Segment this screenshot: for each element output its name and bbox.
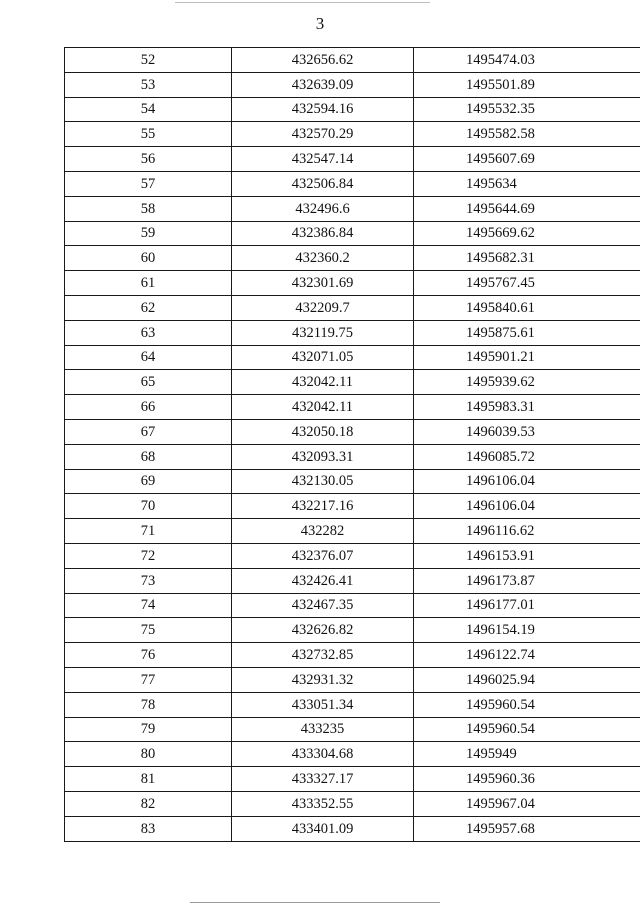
y-coordinate-cell: 1495474.03 <box>414 48 640 73</box>
y-coordinate-cell: 1496116.62 <box>414 519 640 544</box>
x-coordinate-cell: 432119.75 <box>232 320 414 345</box>
point-number-cell: 75 <box>65 618 232 643</box>
x-coordinate-cell: 433327.17 <box>232 767 414 792</box>
x-coordinate-cell: 432071.05 <box>232 345 414 370</box>
point-number-cell: 71 <box>65 519 232 544</box>
y-coordinate-cell: 1496122.74 <box>414 643 640 668</box>
point-number-cell: 83 <box>65 816 232 841</box>
point-number-cell: 70 <box>65 494 232 519</box>
point-number-cell: 72 <box>65 543 232 568</box>
y-coordinate-cell: 1495939.62 <box>414 370 640 395</box>
x-coordinate-cell: 432386.84 <box>232 221 414 246</box>
table-row <box>65 692 640 717</box>
table-row <box>65 791 640 816</box>
table-row <box>65 568 640 593</box>
table-row <box>65 519 640 544</box>
point-number-cell: 81 <box>65 767 232 792</box>
y-coordinate-cell: 1496106.04 <box>414 494 640 519</box>
y-coordinate-cell: 1495582.58 <box>414 122 640 147</box>
y-coordinate-cell: 1495634 <box>414 171 640 196</box>
x-coordinate-cell: 433401.09 <box>232 816 414 841</box>
table-row <box>65 147 640 172</box>
x-coordinate-cell: 432426.41 <box>232 568 414 593</box>
point-number-cell: 60 <box>65 246 232 271</box>
y-coordinate-cell: 1495949 <box>414 742 640 767</box>
table-row <box>65 444 640 469</box>
x-coordinate-cell: 433352.55 <box>232 791 414 816</box>
table-row <box>65 48 640 73</box>
x-coordinate-cell: 432496.6 <box>232 196 414 221</box>
table-row <box>65 419 640 444</box>
x-coordinate-cell: 432639.09 <box>232 72 414 97</box>
y-coordinate-cell: 1496025.94 <box>414 667 640 692</box>
x-coordinate-cell: 432547.14 <box>232 147 414 172</box>
x-coordinate-cell: 432093.31 <box>232 444 414 469</box>
x-coordinate-cell: 432626.82 <box>232 618 414 643</box>
coordinates-table-body <box>65 48 640 842</box>
y-coordinate-cell: 1495957.68 <box>414 816 640 841</box>
x-coordinate-cell: 433304.68 <box>232 742 414 767</box>
point-number-cell: 76 <box>65 643 232 668</box>
x-coordinate-cell: 432209.7 <box>232 295 414 320</box>
y-coordinate-cell: 1495767.45 <box>414 271 640 296</box>
y-coordinate-cell: 1496085.72 <box>414 444 640 469</box>
table-row <box>65 717 640 742</box>
x-coordinate-cell: 432050.18 <box>232 419 414 444</box>
x-coordinate-cell: 432301.69 <box>232 271 414 296</box>
table-row <box>65 221 640 246</box>
x-coordinate-cell: 432467.35 <box>232 593 414 618</box>
x-coordinate-cell: 433051.34 <box>232 692 414 717</box>
point-number-cell: 67 <box>65 419 232 444</box>
point-number-cell: 74 <box>65 593 232 618</box>
y-coordinate-cell: 1495532.35 <box>414 97 640 122</box>
table-row <box>65 618 640 643</box>
y-coordinate-cell: 1495967.04 <box>414 791 640 816</box>
x-coordinate-cell: 432282 <box>232 519 414 544</box>
x-coordinate-cell: 433235 <box>232 717 414 742</box>
point-number-cell: 80 <box>65 742 232 767</box>
x-coordinate-cell: 432042.11 <box>232 370 414 395</box>
table-row <box>65 469 640 494</box>
y-coordinate-cell: 1495669.62 <box>414 221 640 246</box>
point-number-cell: 78 <box>65 692 232 717</box>
y-coordinate-cell: 1495875.61 <box>414 320 640 345</box>
y-coordinate-cell: 1495644.69 <box>414 196 640 221</box>
table-row <box>65 320 640 345</box>
point-number-cell: 54 <box>65 97 232 122</box>
table-row <box>65 345 640 370</box>
point-number-cell: 79 <box>65 717 232 742</box>
x-coordinate-cell: 432130.05 <box>232 469 414 494</box>
point-number-cell: 66 <box>65 395 232 420</box>
y-coordinate-cell: 1495960.36 <box>414 767 640 792</box>
y-coordinate-cell: 1495840.61 <box>414 295 640 320</box>
y-coordinate-cell: 1496106.04 <box>414 469 640 494</box>
table-row <box>65 370 640 395</box>
point-number-cell: 56 <box>65 147 232 172</box>
y-coordinate-cell: 1495901.21 <box>414 345 640 370</box>
y-coordinate-cell: 1495960.54 <box>414 692 640 717</box>
table-row <box>65 395 640 420</box>
point-number-cell: 82 <box>65 791 232 816</box>
table-row <box>65 767 640 792</box>
table-row <box>65 494 640 519</box>
point-number-cell: 69 <box>65 469 232 494</box>
y-coordinate-cell: 1496154.19 <box>414 618 640 643</box>
point-number-cell: 68 <box>65 444 232 469</box>
y-coordinate-cell: 1496039.53 <box>414 419 640 444</box>
table-row <box>65 97 640 122</box>
table-row <box>65 246 640 271</box>
point-number-cell: 64 <box>65 345 232 370</box>
point-number-cell: 62 <box>65 295 232 320</box>
point-number-cell: 57 <box>65 171 232 196</box>
table-row <box>65 742 640 767</box>
x-coordinate-cell: 432217.16 <box>232 494 414 519</box>
x-coordinate-cell: 432656.62 <box>232 48 414 73</box>
table-row <box>65 667 640 692</box>
point-number-cell: 53 <box>65 72 232 97</box>
point-number-cell: 73 <box>65 568 232 593</box>
x-coordinate-cell: 432506.84 <box>232 171 414 196</box>
y-coordinate-cell: 1495682.31 <box>414 246 640 271</box>
x-coordinate-cell: 432376.07 <box>232 543 414 568</box>
x-coordinate-cell: 432594.16 <box>232 97 414 122</box>
point-number-cell: 65 <box>65 370 232 395</box>
y-coordinate-cell: 1496177.01 <box>414 593 640 618</box>
table-row <box>65 171 640 196</box>
y-coordinate-cell: 1495983.31 <box>414 395 640 420</box>
table-row <box>65 295 640 320</box>
point-number-cell: 55 <box>65 122 232 147</box>
table-row <box>65 196 640 221</box>
y-coordinate-cell: 1496173.87 <box>414 568 640 593</box>
point-number-cell: 63 <box>65 320 232 345</box>
table-row <box>65 643 640 668</box>
y-coordinate-cell: 1495960.54 <box>414 717 640 742</box>
table-row <box>65 271 640 296</box>
coordinates-table <box>64 47 640 842</box>
y-coordinate-cell: 1495501.89 <box>414 72 640 97</box>
table-row <box>65 122 640 147</box>
point-number-cell: 58 <box>65 196 232 221</box>
table-row <box>65 816 640 841</box>
point-number-cell: 52 <box>65 48 232 73</box>
y-coordinate-cell: 1496153.91 <box>414 543 640 568</box>
x-coordinate-cell: 432360.2 <box>232 246 414 271</box>
point-number-cell: 59 <box>65 221 232 246</box>
table-row <box>65 543 640 568</box>
table-row <box>65 593 640 618</box>
page-number: 3 <box>315 14 325 33</box>
point-number-cell: 77 <box>65 667 232 692</box>
x-coordinate-cell: 432042.11 <box>232 395 414 420</box>
table-row <box>65 72 640 97</box>
x-coordinate-cell: 432931.32 <box>232 667 414 692</box>
top-scan-rule <box>175 2 430 3</box>
y-coordinate-cell: 1495607.69 <box>414 147 640 172</box>
x-coordinate-cell: 432732.85 <box>232 643 414 668</box>
x-coordinate-cell: 432570.29 <box>232 122 414 147</box>
bottom-scan-rule <box>190 902 440 903</box>
point-number-cell: 61 <box>65 271 232 296</box>
